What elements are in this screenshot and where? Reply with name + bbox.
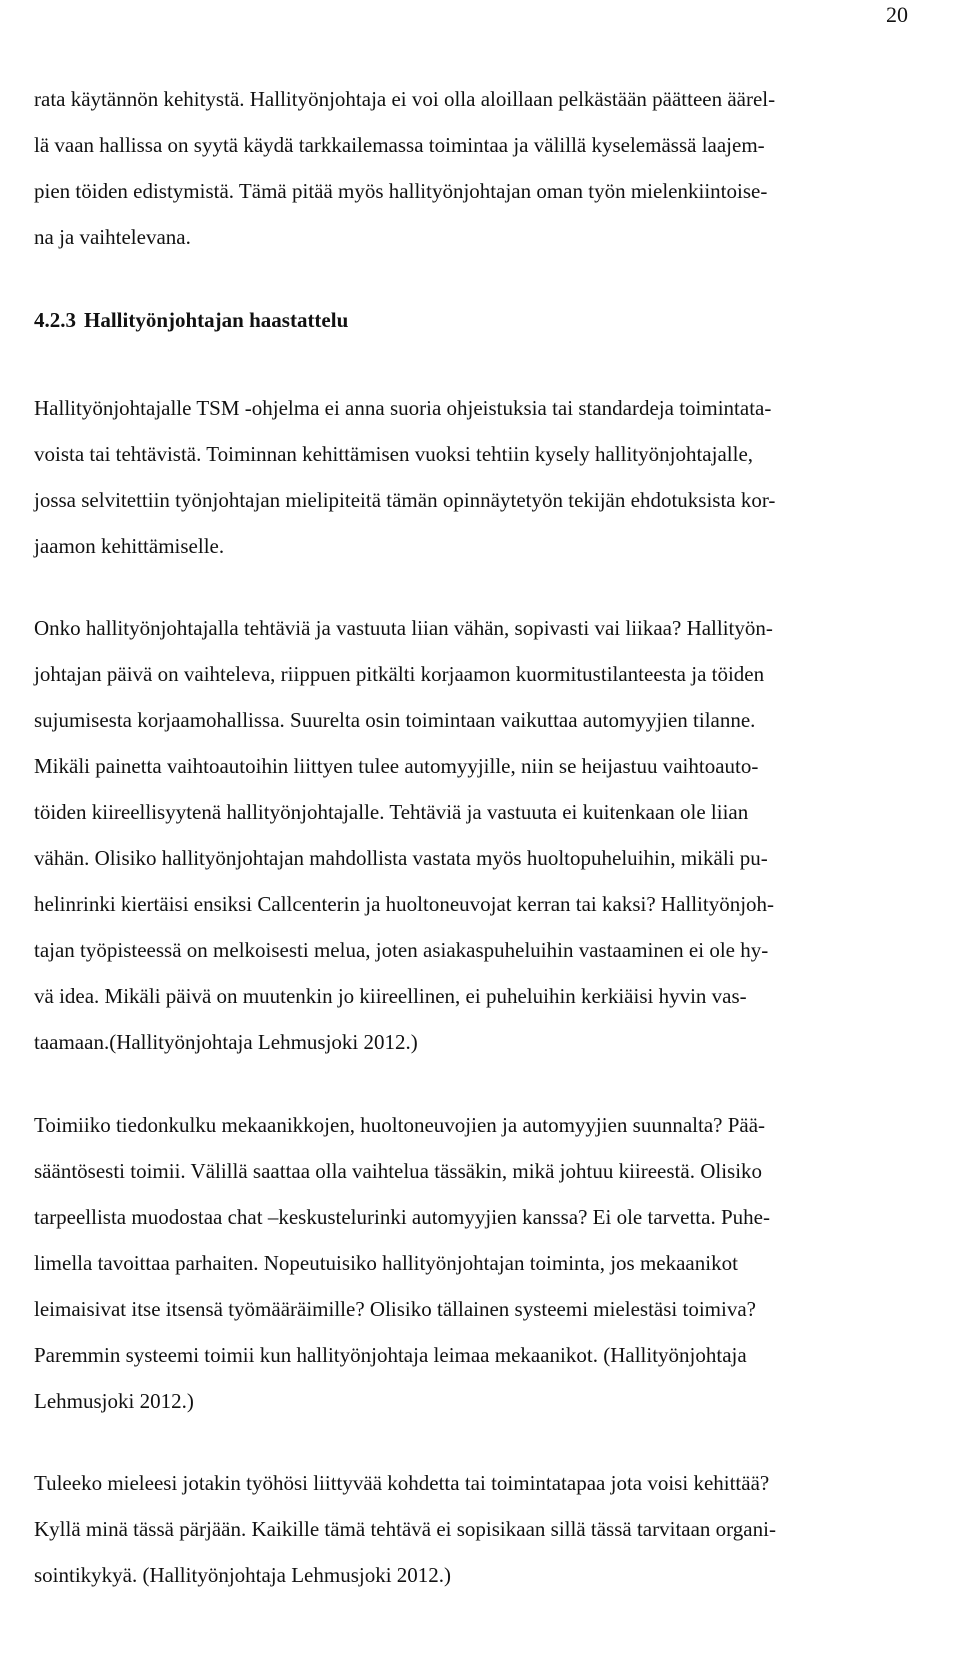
page-number: 20 <box>886 2 908 27</box>
text-line: sointikykyä. (Hallityönjohtaja Lehmusjoki 2012.) <box>34 1563 452 1587</box>
text-line: rata käytännön kehitystä. Hallityönjohtaja ei voi olla aloillaan pelkästään päätteen äärel- <box>34 87 776 111</box>
text-line: jaamon kehittämiselle. <box>34 534 225 558</box>
text-line: leimaisivat itse itsensä työmääräimille? Olisiko tällainen systeemi mielestäsi toimiva? <box>34 1297 756 1321</box>
text-line: Lehmusjoki 2012.) <box>34 1389 194 1413</box>
text-line: tajan työpisteessä on melkoisesti melua, joten asiakaspuheluihin vastaaminen ei ole hy- <box>34 938 769 962</box>
text-line: Toimiiko tiedonkulku mekaanikkojen, huoltoneuvojien ja automyyjien suunnalta? Pää- <box>34 1113 766 1137</box>
section-title: Hallityönjohtajan haastattelu <box>84 308 349 332</box>
text-line: taamaan.(Hallityönjohtaja Lehmusjoki 2012.) <box>34 1030 418 1054</box>
text-line: helinrinki kiertäisi ensiksi Callcenterin ja huoltoneuvojat kerran tai kaksi? Hallityönjoh- <box>34 892 775 916</box>
text-line: Onko hallityönjohtajalla tehtäviä ja vastuuta liian vähän, sopivasti vai liikaa? Hallityön- <box>34 616 773 640</box>
text-line: Tuleeko mieleesi jotakin työhösi liittyvää kohdetta tai toimintatapaa jota voisi kehittää? <box>34 1471 770 1495</box>
text-line: vähän. Olisiko hallityönjohtajan mahdollista vastata myös huoltopuheluihin, mikäli pu- <box>34 846 768 870</box>
text-line: Hallityönjohtajalle TSM -ohjelma ei anna suoria ohjeistuksia tai standardeja toimintata- <box>34 396 772 420</box>
text-line: na ja vaihtelevana. <box>34 225 191 249</box>
text-line: tarpeellista muodostaa chat –keskustelurinki automyyjien kanssa? Ei ole tarvetta. Puhe- <box>34 1205 770 1229</box>
text-line: lä vaan hallissa on syytä käydä tarkkailemassa toimintaa ja välillä kyselemässä laajem- <box>34 133 765 157</box>
section-heading <box>34 306 348 334</box>
text-line: johtajan päivä on vaihteleva, riippuen pitkälti korjaamon kuormitustilanteesta ja töiden <box>34 662 765 686</box>
text-line: Kyllä minä tässä pärjään. Kaikille tämä tehtävä ei sopisikaan sillä tässä tarvitaan organi- <box>34 1517 776 1541</box>
text-line: sääntösesti toimii. Välillä saattaa olla vaihtelua tässäkin, mikä johtuu kiireestä. Olisiko <box>34 1159 763 1183</box>
text-line: jossa selvitettiin työnjohtajan mielipiteitä tämän opinnäytetyön tekijän ehdotuksista kor- <box>34 488 776 512</box>
section-number: 4.2.3 <box>34 308 76 332</box>
text-line: Paremmin systeemi toimii kun hallityönjohtaja leimaa mekaanikot. (Hallityönjohtaja <box>34 1343 747 1367</box>
text-line: vä idea. Mikäli päivä on muutenkin jo kiireellinen, ei puheluihin kerkiäisi hyvin vas- <box>34 984 747 1008</box>
text-line: sujumisesta korjaamohallissa. Suurelta osin toimintaan vaikuttaa automyyjien tilanne. <box>34 708 756 732</box>
text-line: voista tai tehtävistä. Toiminnan kehittämisen vuoksi tehtiin kysely hallityönjohtajalle, <box>34 442 754 466</box>
text-line: Mikäli painetta vaihtoautoihin liittyen tulee automyyjille, niin se heijastuu vaihtoauto- <box>34 754 759 778</box>
text-line: töiden kiireellisyytenä hallityönjohtajalle. Tehtäviä ja vastuuta ei kuitenkaan ole liian <box>34 800 749 824</box>
text-line: limella tavoittaa parhaiten. Nopeutuisiko hallityönjohtajan toiminta, jos mekaanikot <box>34 1251 738 1275</box>
text-line: pien töiden edistymistä. Tämä pitää myös hallityönjohtajan oman työn mielenkiintoise- <box>34 179 768 203</box>
